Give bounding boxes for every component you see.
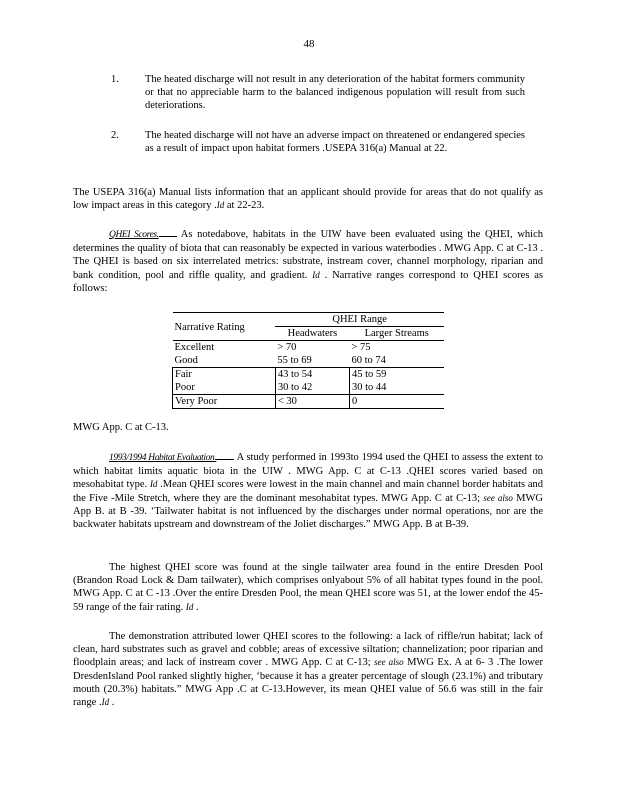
list-number: 1. — [111, 74, 119, 85]
list-text: The heated discharge will not result in any deterioration of the habitat formers community or that no appreciable harm to the balanced indigenous population will result from such deteriorations. — [145, 74, 525, 112]
column-group-header: QHEI Range — [275, 313, 444, 327]
paragraph-highest-score: The highest QHEI score was found at the single tailwater area found in the entire Dresden Pool (Brandon Road Lock & Dam tailwater), which comprises onlyabout 5% of all habitat types found in the pool. MWG App. C at C -13 .Over the entire Dresden Pool, the mean QHEI score was 51, at the lower endof the 45-59 range of the fair rating. Id . — [73, 562, 543, 613]
paragraph-lower-scores: The demonstration attributed lower QHEI scores to the following: a lack of riffle/run habitat; lack of clean, hard substrates such as gravel and cobble; areas of excessive siltation; channelization; poor riparian and floodplain areas; and lack of instream cover . MWG App. C at C-13; see also MWG Ex. A at 6- 3 .The lower DresdenIsland Pool ranked slightly higher, ‘because it has a greater percentage of slough (23.1%) and tributary mouth (20.3%) habitats.” MWG App .C at C-13.However, its mean QHEI value of 56.6 was still in the fair range .Id . — [73, 631, 543, 709]
column-header: Narrative Rating — [173, 313, 276, 341]
citation: Id — [185, 601, 194, 612]
table-citation: MWG App. C at C-13. — [73, 422, 169, 433]
citation: Id — [101, 697, 110, 708]
paragraph-qhei-scores: QHEI Scores. As notedabove, habitats in the UIW have been evaluated using the QHEI, which determines the quality of biota that can reasonably be expected in various waterbodies . MWG App. C at C-13 . The QHEI is based on six interrelated metrics: substrate, instream cover, channel morphology, riparian and bank condition, pool and riffle quality, and gradient. Id . Narrative ranges correspond to QHEI scores as follows: — [73, 229, 543, 294]
column-header: Larger Streams — [364, 328, 429, 339]
section-heading: 1993/1994 Habitat Evaluation. — [109, 453, 217, 463]
table-row: Very Poor < 30 0 — [173, 395, 445, 409]
citation: Id — [216, 200, 225, 211]
paragraph-316a: The USEPA 316(a) Manual lists information that an applicant should provide for areas that do not qualify as low impact areas in this category .Id at 22-23. — [73, 187, 543, 212]
citation: Id — [149, 479, 158, 490]
citation: Id — [312, 269, 320, 280]
citation: see also — [374, 657, 404, 668]
list-text: The heated discharge will not have an adverse impact on threatened or endangered species as a result of impact upon habitat formers .USEPA 316(a) Manual at 22. — [145, 130, 525, 155]
citation: see also — [483, 492, 513, 503]
section-heading: QHEI Scores. — [109, 230, 159, 240]
table-row: Fair 43 to 54 45 to 59 — [173, 368, 445, 382]
table-row: Good 55 to 69 60 to 74 — [173, 354, 445, 368]
table-row: Excellent > 70 > 75 — [173, 341, 445, 355]
page-number: 48 — [303, 38, 315, 50]
table-row: Poor 30 to 42 30 to 44 — [173, 381, 445, 395]
list-number: 2. — [111, 130, 119, 141]
column-header: Headwaters — [287, 328, 338, 339]
qhei-table — [172, 312, 444, 409]
paragraph-habitat-evaluation: 1993/1994 Habitat Evaluation. A study performed in 1993to 1994 used the QHEI to assess the extent to which habitat limits aquatic biota in the UIW . MWG App. C at C-13 .QHEI scores varied based on mesohabitat type. Id .Mean QHEI scores were lowest in the main channel and main channel border habitats and the Five -Mile Stretch, where they are the dominant mesohabitat types. MWG App. C at C-13; see also MWG App B. at B -39. ‘Tailwater habitat is not influenced by the discharges under normal operations, nor are the backwater habitats upstream and downstream of the Joliet discharges.” MWG App. B at B-39. — [73, 452, 543, 531]
